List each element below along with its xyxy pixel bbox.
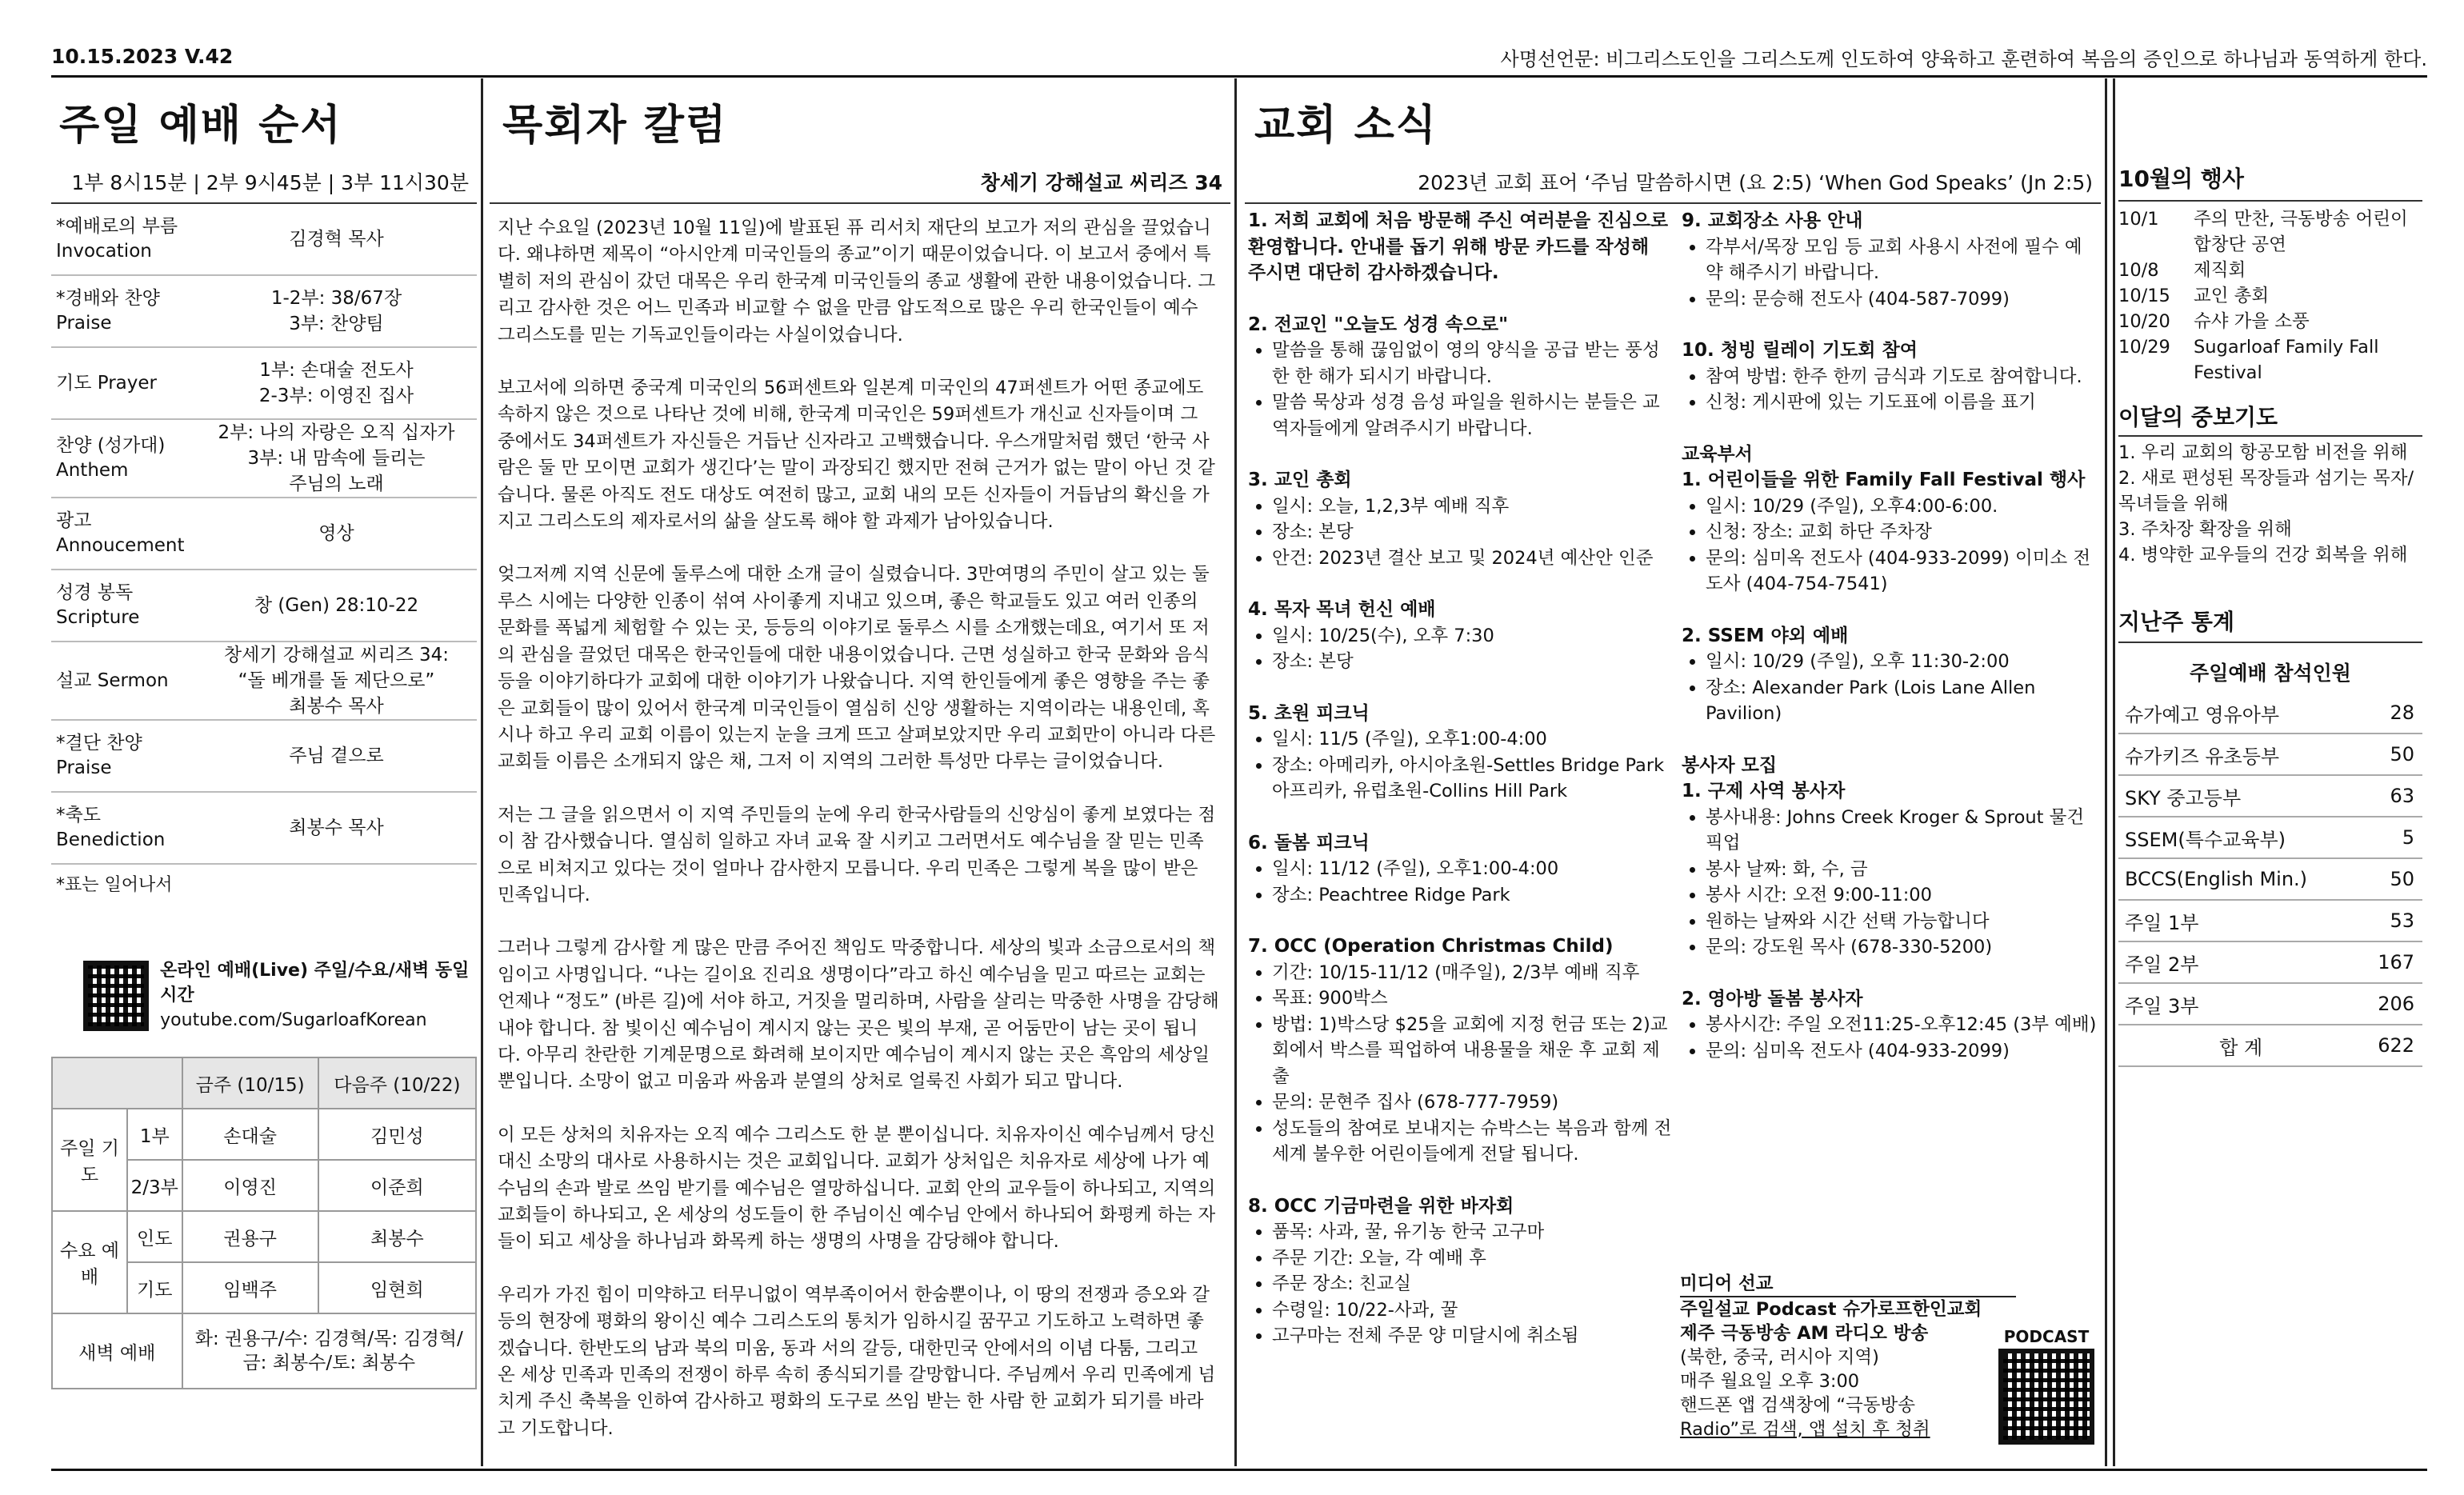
news-list	[1248, 1219, 1672, 1349]
news-detail: • 일시: 오늘, 1,2,3부 예배 직후	[1272, 494, 1672, 520]
dawn-label: 새벽 예배	[52, 1313, 182, 1389]
stats-label: 슈가예고 영유아부	[2118, 693, 2358, 734]
news-detail: • 품목: 사과, 꿀, 유기농 한국 고구마	[1272, 1219, 1672, 1245]
news-detail: • 신청: 장소: 교회 하단 주차장	[1706, 519, 2098, 546]
order-label: *축도 Benediction	[56, 805, 166, 850]
media-line: 핸드폰 앱 검색창에 “극동방송	[1680, 1395, 1915, 1416]
online-worship	[83, 958, 477, 1033]
order-row	[51, 721, 477, 793]
order-value: 1부: 손대술 전도사 2-3부: 이영진 집사	[258, 360, 414, 406]
worship-order	[51, 80, 477, 1389]
order-label: *결단 찬양 Praise	[56, 733, 142, 778]
table-cell: 임백주	[182, 1262, 318, 1313]
media-line: 매주 월요일 오후 3:00	[1680, 1371, 1860, 1392]
news-detail: • 문의: 문현주 집사 (678-777-7959)	[1272, 1089, 1672, 1116]
pastor-column	[490, 80, 1230, 1469]
news-detail: • 고구마는 전체 주문 양 미달시에 취소됨	[1272, 1323, 1672, 1349]
news-detail: • 방법: 1)박스당 $25을 교회에 지정 헌금 또는 2)교회에서 박스를 픽업하여 내용물을 채운 후 교회 제출	[1272, 1012, 1672, 1090]
news-list	[1248, 960, 1672, 1168]
order-row	[51, 498, 477, 570]
news-heading: 3. 교인 총회	[1248, 470, 1352, 490]
column-series: 창세기 강해설교 씨리즈 34	[980, 171, 1222, 194]
podcast-label: PODCAST	[2003, 1327, 2090, 1346]
order-row	[51, 570, 477, 642]
news-detail: • 안건: 2023년 결산 보고 및 2024년 예산안 인준	[1272, 546, 1672, 572]
order-value: 1-2부: 38/67장 3부: 찬양팀	[270, 288, 402, 334]
service-times: 1부 8시15분 | 2부 9시45분 | 3부 11시30분	[71, 171, 469, 194]
news-heading: 5. 초원 피크닉	[1248, 702, 1370, 724]
order-label: *예배로의 부름 Invocation	[56, 216, 178, 262]
news-detail: • 장소: 본당	[1272, 649, 1672, 675]
news-list	[1248, 726, 1672, 805]
news-heading: 4. 목자 목녀 헌신 예배	[1248, 599, 1436, 620]
stats-table	[2118, 693, 2422, 1067]
event-date: 10/1	[2118, 209, 2159, 230]
news-list	[1682, 1012, 2098, 1064]
event-text: Sugarloaf Family Fall Festival	[2194, 337, 2379, 383]
stats-row	[2118, 817, 2422, 858]
podcast-qr	[1998, 1325, 2094, 1445]
news-detail: • 일시: 10/25(수), 오후 7:30	[1272, 623, 1672, 650]
news-item	[1248, 312, 1672, 442]
stats-row	[2118, 1025, 2422, 1066]
qr-code-icon	[83, 961, 149, 1031]
order-value: 주님 곁으로	[289, 746, 384, 766]
column-paragraph: 이 모든 상처의 치유자는 오직 예수 그리스도 한 분 뿐이십니다. 치유자이신 예수님께서 당신 대신 소망의 대사로 사용하시는 것은 교회입니다. 교회가 상처입은 치유자로 세상에 나가 예수님의 손과 발로 쓰임 받기를 예수님은 열망하십니다. 교회 안의 교우들이 하나되고, 지역의 교회들이 하나되고, 온 세상의 성도들이 한 주님이신 예수님 안에서 하나되어 화평케 하는 자들이 되고 세상을 하나님과 화목케 하는 생명의 사명을 감당해야 합니다.	[498, 1124, 1216, 1253]
news-detail: • 장소: 본당	[1272, 519, 1672, 546]
news-item	[1682, 986, 2098, 1065]
stats-value: 63	[2358, 775, 2422, 817]
prayer-item: 1. 우리 교회의 항공모함 비전을 위해	[2118, 442, 2408, 463]
dawn-schedule: 화: 권용구/수: 김경혁/목: 김경혁/ 금: 최봉수/토: 최봉수	[182, 1313, 476, 1389]
stats-value: 622	[2358, 1025, 2422, 1066]
news-item	[1682, 338, 2098, 416]
stats-title: 지난주 통계	[2118, 609, 2234, 635]
divider	[2105, 78, 2107, 1466]
stats-value: 28	[2358, 693, 2422, 734]
news-heading: 6. 돌봄 피크닉	[1248, 832, 1370, 853]
column-paragraph: 저는 그 글을 읽으면서 이 지역 주민들의 눈에 우리 한국사람들의 신앙심이 좋게 보였다는 점이 참 감사했습니다. 열심히 일하고 자녀 교육 잘 시키고 그러면서도 예수님을 잘 믿는 민족으로 비쳐지고 있다는 것이 얼마나 감사한지 모릅니다. 우리 민족은 그렇게 복을 많이 받은 민족입니다.	[498, 804, 1216, 905]
column-title: 목회자 칼럼	[502, 102, 728, 150]
news-detail: • 장소: 아메리카, 아시아초원-Settles Bridge Park 아프리카, 유럽초원-Collins Hill Park	[1272, 753, 1672, 805]
order-row	[51, 420, 477, 498]
order-value: 김경혁 목사	[289, 229, 384, 250]
news-detail: • 기간: 10/15-11/12 (매주일), 2/3부 예배 직후	[1272, 960, 1672, 986]
news-heading: 10. 청빙 릴레이 기도회 참여	[1682, 340, 1918, 361]
stats-value: 53	[2358, 900, 2422, 941]
news-detail: • 문의: 심미옥 전도사 (404-933-2099)	[1706, 1038, 2098, 1065]
table-cell: 최봉수	[318, 1211, 476, 1262]
stats-label: SSEM(특수교육부)	[2118, 817, 2358, 858]
news-list	[1682, 805, 2098, 961]
table-cell: 기도	[127, 1262, 182, 1313]
news-item	[1682, 753, 2098, 961]
news-detail: • 말씀 묵상과 성경 음성 파일을 원하시는 분들은 교역자들에게 알려주시기 바랍니다.	[1272, 390, 1672, 442]
table-cell: 김민성	[318, 1109, 476, 1160]
news-detail: • 봉사내용: Johns Creek Kroger & Sprout 물건 픽업	[1706, 805, 2098, 857]
news-item	[1682, 208, 2098, 312]
news-item	[1682, 623, 2098, 727]
event-date: 10/15	[2118, 286, 2170, 306]
top-rule	[51, 75, 2427, 78]
order-label: 기도 Prayer	[56, 372, 157, 394]
news-heading: 교육부서 1. 어린이들을 위한 Family Fall Festival 행사	[1682, 443, 2086, 490]
column-paragraph: 우리가 가진 힘이 미약하고 터무니없이 역부족이어서 한숨뿐이나, 이 땅의 전쟁과 증오와 갈등의 현장에 평화의 왕이신 예수 그리스도의 통치가 임하시길 꿈꾸고 기도하고 노력하면 좋겠습니다. 한반도의 남과 북의 미움, 동과 서의 갈등, 대한민국 안에서의 이념 다툼, 그리고 온 세상 민족과 민족의 전쟁이 하루 속히 종식되기를 갈망합니다. 주님께서 우리 민족에게 넘치게 주신 축복을 인하여 감사하고 평화의 도구로 쓰임 받는 한 사람 한 교회가 되기를 바라고 기도합니다.	[498, 1284, 1216, 1439]
this-week-header: 금주 (10/15)	[182, 1057, 318, 1109]
news-detail: • 장소: Alexander Park (Lois Lane Allen Pavilion)	[1706, 675, 2098, 727]
event-text: 주의 만찬, 극동방송 어린이 합창단 공연	[2194, 209, 2408, 255]
order-value: 최봉수 목사	[289, 817, 384, 838]
news-detail: • 주문 기간: 오늘, 각 예배 후	[1272, 1245, 1672, 1272]
news-list	[1248, 623, 1672, 675]
news-list	[1682, 234, 2098, 313]
order-row	[51, 793, 477, 865]
news-list	[1682, 649, 2098, 727]
event-row	[2118, 283, 2427, 309]
news-list	[1248, 338, 1672, 442]
sidebar	[2118, 80, 2427, 1067]
prayer-title: 이달의 중보기도	[2118, 404, 2278, 430]
stats-value: 206	[2358, 983, 2422, 1025]
online-url[interactable]: youtube.com/SugarloafKorean	[160, 1010, 427, 1030]
news-item	[1248, 597, 1672, 675]
prayer-item: 2. 새로 편성된 목장들과 섬기는 목자/목녀들을 위해	[2118, 468, 2414, 514]
order-label: 광고 Annoucement	[56, 510, 185, 556]
news-detail: • 일시: 10/29 (주일), 오후 11:30-2:00	[1706, 649, 2098, 675]
news-item	[1248, 933, 1672, 1168]
news-detail: • 각부서/목장 모임 등 교회 사용시 사전에 필수 예약 해주시기 바랍니다.	[1706, 234, 2098, 286]
news-detail: • 참여 방법: 한주 한끼 금식과 기도로 참여합니다.	[1706, 364, 2098, 390]
prayer-list	[2118, 440, 2427, 568]
stats-value: 50	[2358, 858, 2422, 900]
column-paragraph: 지난 수요일 (2023년 10월 11일)에 발표된 퓨 리서치 재단의 보고가 저의 관심을 끌었습니다. 왜냐하면 제목이 “아시안계 미국인들의 종교”이기 때문이었습니다. 이 보고서 중에서 특별히 저의 관심이 갔던 대목은 우리 한국계 미국인들의 종교 생활에 관한 내용이었습니다. 그리고 감사한 것은 어느 민족과 비교할 수 없을 만큼 압도적으로 많은 우리 한국인들이 예수 그리스도를 믿는 기독교인들이라는 사실이었습니다.	[498, 218, 1216, 346]
column-paragraph: 보고서에 의하면 중국계 미국인의 56퍼센트와 일본계 미국인의 47퍼센트가 어떤 종교에도 속하지 않은 것으로 나타난 것에 비해, 한국계 미국인은 59퍼센트가 개신교 신자들이며 그 중에서도 34퍼센트가 자신들은 거듭난 신자라고 고백했습니다. 우스개말처럼 했던 ‘한국 사람은 둘 만 모이면 교회가 생긴다’는 말이 과장되긴 했지만 전혀 근거가 없는 말이 아닌 것 같습니다. 물론 아직도 전도 대상도 여전히 많고, 교회 내의 모든 신자들이 거듭남의 확신을 가지고 그리스도의 제자로서의 삶을 살도록 해야 할 과제가 남아있습니다.	[498, 378, 1215, 533]
news-detail: • 신청: 게시판에 있는 기도표에 이름을 표기	[1706, 390, 2098, 416]
event-date: 10/20	[2118, 311, 2170, 332]
duty-table	[51, 1057, 477, 1389]
column-paragraph: 그러나 그렇게 감사할 게 많은 만큼 주어진 책임도 막중합니다. 세상의 빛과 소금으로서의 책임이고 사명입니다. “나는 길이요 진리요 생명이다”라고 하신 예수님을 믿고 따르는 교회는 언제나 “정도” (바른 길)에 서야 하고, 거짓을 멀리하며, 사람을 살리는 막중한 사명을 감당해 내야 합니다. 참 빛이신 예수님이 계시지 않는 곳은 빛의 부재, 곧 어둠만이 남는 곳이 됩니다. 아무리 찬란한 기계문명으로 화려해 보이지만 예수님이 계시지 않는 곳은 흑암의 세상일 뿐입니다. 소망이 없고 미움과 싸움과 분열의 상처로 얼룩진 사회가 되고 맙니다.	[498, 937, 1219, 1093]
stats-label: 주일 3부	[2118, 983, 2358, 1025]
event-date: 10/29	[2118, 337, 2170, 358]
order-row	[51, 642, 477, 721]
news-detail: • 문의: 심미옥 전도사 (404-933-2099) 이미소 전도사 (404-754-7541)	[1706, 546, 2098, 598]
news-item	[1248, 467, 1672, 571]
stats-label: SKY 중고등부	[2118, 775, 2358, 817]
stats-row	[2118, 734, 2422, 775]
table-cell: 권용구	[182, 1211, 318, 1262]
order-row	[51, 204, 477, 276]
news-heading: 8. OCC 기금마련을 위한 바자회	[1248, 1195, 1514, 1217]
media-line: 주일설교 Podcast 슈가로프한인교회	[1680, 1299, 1982, 1320]
top-bar	[51, 38, 2427, 70]
divider	[481, 78, 483, 1466]
event-text: 슈샤 가을 소풍	[2194, 311, 2310, 332]
stats-row	[2118, 983, 2422, 1025]
order-label: *경배와 찬양 Praise	[56, 288, 160, 334]
news-detail: • 일시: 10/29 (주일), 오후4:00-6:00.	[1706, 494, 2098, 520]
prayer-item: 3. 주차장 확장을 위해	[2118, 519, 2292, 540]
church-motto: 2023년 교회 표어 ‘주님 말씀하시면 (요 2:5) ‘When God Speaks’ (Jn 2:5)	[1418, 171, 2093, 194]
order-value: 창 (Gen) 28:10-22	[254, 595, 419, 616]
table-cell: 임현희	[318, 1262, 476, 1313]
table-cell: 이준희	[318, 1160, 476, 1211]
stats-label: 합 계	[2118, 1025, 2358, 1066]
worship-title: 주일 예배 순서	[59, 102, 342, 150]
event-row	[2118, 258, 2427, 283]
standing-note: *표는 일어나서	[56, 875, 173, 895]
order-label: 성경 봉독 Scripture	[56, 582, 140, 628]
stats-label: 주일 1부	[2118, 900, 2358, 941]
stats-row	[2118, 693, 2422, 734]
news-detail: • 장소: Peachtree Ridge Park	[1272, 882, 1672, 909]
news-detail: • 수령일: 10/22-사과, 꿀	[1272, 1297, 1672, 1324]
stats-row	[2118, 941, 2422, 983]
news-title: 교회 소식	[1254, 102, 1438, 150]
order-value: 영상	[318, 523, 354, 544]
table-cell: 손대술	[182, 1109, 318, 1160]
stats-row	[2118, 900, 2422, 941]
prayer-item: 4. 병약한 교우들의 건강 회복을 위해	[2118, 545, 2408, 566]
order-label: 찬양 (성가대) Anthem	[56, 435, 166, 481]
news-detail: • 말씀을 통해 끊임없이 영의 양식을 공급 받는 풍성한 한 해가 되시기 바랍니다.	[1272, 338, 1672, 390]
order-row	[51, 276, 477, 348]
news-list	[1248, 494, 1672, 572]
event-row	[2118, 309, 2427, 334]
stats-label: BCCS(English Min.)	[2118, 858, 2358, 900]
divider	[1234, 78, 1237, 1466]
divider	[2113, 78, 2115, 1466]
news-detail: • 문의: 문승해 전도사 (404-587-7099)	[1706, 286, 2098, 313]
order-row	[51, 348, 477, 420]
news-heading: 9. 교회장소 사용 안내	[1682, 210, 1863, 231]
church-news	[1245, 80, 2101, 1440]
stats-label: 주일 2부	[2118, 941, 2358, 983]
news-detail: • 원하는 날짜와 시간 선택 가능합니다	[1706, 909, 2098, 935]
news-detail: • 성도들의 참여로 보내지는 슈박스는 복음과 함께 전세계 불우한 어린이들에게 전달 됩니다.	[1272, 1116, 1672, 1168]
qr-code-icon	[1998, 1349, 2094, 1445]
news-detail: • 봉사 시간: 오전 9:00-11:00	[1706, 882, 2098, 909]
news-item	[1248, 208, 1672, 286]
news-right	[1682, 208, 2098, 1089]
version-label: 10.15.2023 V.42	[51, 45, 234, 68]
order-value: 2부: 나의 자랑은 오직 십자가 3부: 내 맘속에 들리는 주님의 노래	[218, 422, 455, 494]
stats-row	[2118, 775, 2422, 817]
events-title: 10월의 행사	[2118, 166, 2244, 192]
news-detail: • 일시: 11/5 (주일), 오후1:00-4:00	[1272, 726, 1672, 753]
prayer-label: 주일 기도	[52, 1109, 127, 1211]
order-value: 창세기 강해설교 씨리즈 34: “돌 베개를 돌 제단으로” 최봉수 목사	[223, 645, 450, 717]
stats-row	[2118, 858, 2422, 900]
table-cell: 이영진	[182, 1160, 318, 1211]
stats-value: 167	[2358, 941, 2422, 983]
news-item	[1248, 1193, 1672, 1349]
column-paragraph: 엊그저께 지역 신문에 둘루스에 대한 소개 글이 실렸습니다. 3만여명의 주민이 살고 있는 둘루스 시에는 다양한 인종이 섞여 사이좋게 지내고 있으며, 좋은 학교들도 있고 여러 인종의 문화를 폭넓게 체험할 수 있는 곳, 등등의 이야기로 둘루스 시를 소개했는데요, 여기서 또 저의 관심을 끌었던 대목은 한국인들에 대한 내용이었습니다. 근면 성실하고 한국 문화와 음식 등을 이야기하다가 교회에 대한 이야기가 나왔습니다. 지역 한인들에게 좋은 영향을 주는 좋은 교회들이 많이 있어서 한국계 미국인들이 열심히 신앙 생활하는 지역이라는 내용인데, 혹시나 하고 우리 교회 이름이 있는지 눈을 크게 뜨고 살펴보았지만 우리 교회만이 아니라 다른 교회들 이름은 소개되지 않은 채, 그저 이 지역의 그러한 특성만 다루는 글이었습니다.	[498, 564, 1216, 773]
table-cell: 2/3부	[127, 1160, 182, 1211]
news-heading: 7. OCC (Operation Christmas Child)	[1248, 936, 1614, 957]
news-heading: 2. 영아방 돌봄 봉사자	[1682, 988, 1863, 1009]
news-detail: • 일시: 11/12 (주일), 오후1:00-4:00	[1272, 856, 1672, 882]
news-item	[1248, 701, 1672, 805]
news-left	[1248, 208, 1672, 1375]
media-line: Radio”로 검색, 앱 설치 후 청취	[1680, 1419, 1930, 1440]
news-detail: • 목표: 900박스	[1272, 985, 1672, 1012]
news-heading: 2. 전교인 "오늘도 성경 속으로"	[1248, 314, 1509, 335]
news-detail: • 봉사시간: 주일 오전11:25-오후12:45 (3부 예배)	[1706, 1012, 2098, 1038]
stats-label: 슈가키즈 유초등부	[2118, 734, 2358, 775]
news-detail: • 문의: 강도원 목사 (678-330-5200)	[1706, 934, 2098, 961]
wednesday-label: 수요 예배	[52, 1211, 127, 1313]
media-title: 미디어 선교	[1680, 1272, 2016, 1297]
news-detail: • 봉사 날짜: 화, 수, 금	[1706, 857, 2098, 883]
stats-value: 50	[2358, 734, 2422, 775]
column-body	[490, 215, 1230, 1442]
events-list	[2118, 206, 2427, 386]
mission-statement: 사명선언문: 비그리스도인을 그리스도께 인도하여 양육하고 훈련하여 복음의 증인으로 하나님과 동역하게 한다.	[1500, 48, 2427, 70]
order-label: 설교 Sermon	[56, 670, 169, 691]
next-week-header: 다음주 (10/22)	[318, 1057, 476, 1109]
table-cell: 1부	[127, 1109, 182, 1160]
media-line: 제주 극동방송 AM 라디오 방송	[1680, 1323, 1929, 1344]
media-line: (북한, 중국, 러시아 지역)	[1680, 1347, 1879, 1368]
news-heading: 2. SSEM 야외 예배	[1682, 625, 1849, 646]
news-item	[1682, 442, 2098, 598]
news-list	[1682, 494, 2098, 598]
event-text: 교인 총회	[2194, 286, 2270, 306]
event-row	[2118, 206, 2427, 258]
online-title: 온라인 예배(Live) 주일/수요/새벽 동일시간	[160, 961, 470, 1005]
news-heading: 1. 저희 교회에 처음 방문해 주신 여러분을 진심으로 환영합니다. 안내를 돕기 위해 방문 카드를 작성해 주시면 대단히 감사하겠습니다.	[1248, 210, 1669, 283]
bottom-rule	[51, 1469, 2427, 1471]
news-heading: 봉사자 모집 1. 구제 사역 봉사자	[1682, 754, 1846, 801]
news-list	[1248, 856, 1672, 908]
news-list	[1682, 364, 2098, 416]
stats-value: 5	[2358, 817, 2422, 858]
news-detail: • 주문 장소: 친교실	[1272, 1271, 1672, 1297]
order-list	[51, 204, 477, 865]
event-date: 10/8	[2118, 260, 2159, 281]
stats-subtitle: 주일예배 참석인원	[2190, 662, 2351, 685]
event-text: 제직회	[2194, 260, 2246, 281]
event-row	[2118, 334, 2427, 386]
table-cell: 인도	[127, 1211, 182, 1262]
media-mission	[1680, 1272, 2096, 1441]
news-item	[1248, 830, 1672, 909]
